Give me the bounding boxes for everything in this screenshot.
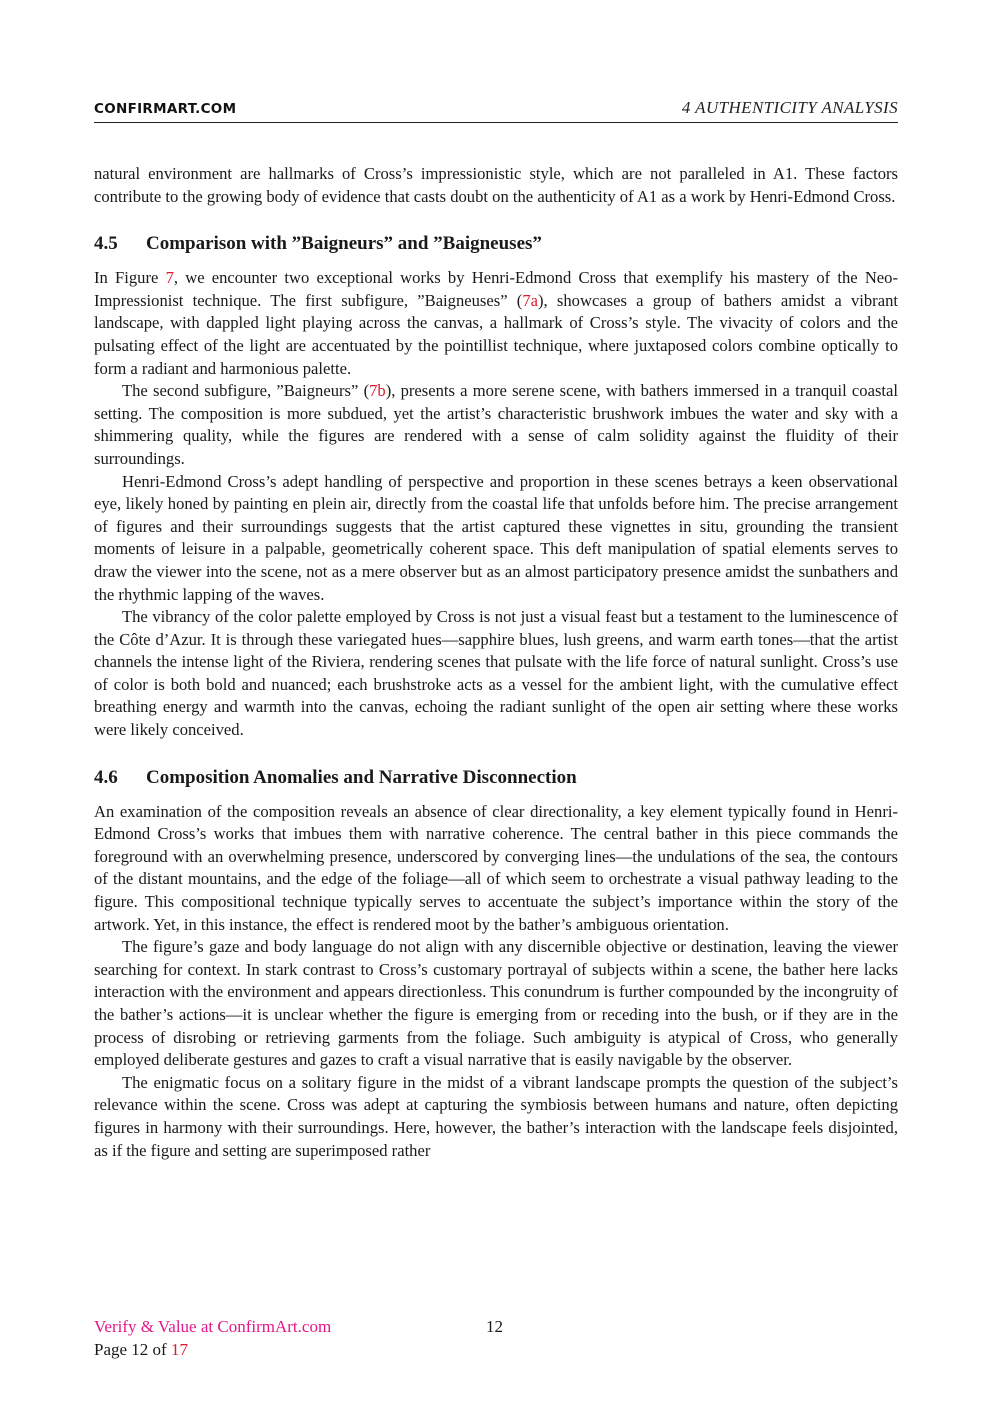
figure-reference-link[interactable]: 7 <box>165 268 174 288</box>
paragraph <box>94 380 898 470</box>
intro-paragraph: natural environment are hallmarks of Cross’s impressionistic style, which are not paralleled in A1. These factors contribute to the growing body of evidence that casts doubt on the authenticity of A1 as a work by Henri-Edmond Cross. <box>94 164 898 206</box>
section-title: Composition Anomalies and Narrative Disconnection <box>146 766 577 788</box>
text-run: , we encounter two exceptional works by Henri-Edmond Cross that exemplify his mastery of the Neo-Impressionist technique. The first subfigure, ”Baigneuses” ( <box>94 268 898 310</box>
page-number: 12 <box>486 1317 503 1336</box>
running-title: 4 AUTHENTICITY ANALYSIS <box>681 98 898 117</box>
page-count-prefix: Page 12 of <box>94 1340 171 1359</box>
subfigure-reference-link[interactable]: 7a <box>522 290 538 310</box>
page-content <box>94 163 898 1162</box>
paragraph: The vibrancy of the color palette employed by Cross is not just a visual feast but a testament to the luminescence of the Côte d’Azur. It is through these variegated hues—sapphire blues, lush greens, and warm earth tones—that the artist channels the intense light of the Riviera, rendering scenes that pulsate with the life force of natural sunlight. Cross’s use of color is both bold and nuanced; each brushstroke acts as a vessel for the ambient light, with the cumulative effect breathing energy and warmth into the canvas, echoing the radiant sunlight of the open air setting where these works were likely conceived. <box>94 607 898 740</box>
brand-logo[interactable]: CONFIRMART.COM <box>94 101 237 117</box>
paragraph <box>94 267 898 380</box>
section-title: Comparison with ”Baigneurs” and ”Baigneuses” <box>146 233 542 255</box>
paragraph: The enigmatic focus on a solitary figure in the midst of a vibrant landscape prompts the question of the subject’s relevance within the scene. Cross was adept at capturing the symbiosis between humans and nature, often depicting figures in harmony with their surroundings. Here, however, the bather’s interaction with the landscape feels disjointed, as if the figure and setting are superimposed rather <box>94 1072 898 1160</box>
section-heading-4-5 <box>94 232 898 256</box>
text-run: The second subfigure, ”Baigneurs” ( <box>122 381 370 401</box>
paragraph: Henri-Edmond Cross’s adept handling of perspective and proportion in these scenes betrays a keen observational eye, likely honed by painting en plein air, directly from the coastal life that unfolds before him. The precise arrangement of figures and their surroundings suggests that the artist captured these vignettes in situ, grounding the transient moments of leisure in a palpable, geometrically coherent space. This deft manipulation of spatial elements serves to draw the viewer into the scene, not as a mere observer but as an almost participatory presence amidst the sunbathers and the rhythmic lapping of the waves. <box>94 471 898 604</box>
section-number: 4.5 <box>94 233 118 255</box>
text-run: ), presents a more serene scene, with bathers immersed in a tranquil coastal setting. The composition is more subdued, yet the artist’s characteristic brushwork imbues the water and sky with a shimmering quality, while the figures are rendered with a sense of calm solidity against the fluidity of their surroundings. <box>94 381 898 468</box>
footer-verify-link[interactable]: Verify & Value at ConfirmArt.com <box>94 1317 332 1336</box>
page-header <box>94 96 898 123</box>
section-number: 4.6 <box>94 766 118 788</box>
total-pages-link[interactable]: 17 <box>170 1340 188 1359</box>
subfigure-reference-link[interactable]: 7b <box>369 381 386 401</box>
page-count <box>94 1338 331 1361</box>
section-heading-4-6 <box>94 766 898 790</box>
text-run: In Figure <box>94 268 166 288</box>
text-run: ), showcases a group of bathers amidst a vibrant landscape, with dappled light playing across the canvas, a hallmark of Cross’s style. The vivacity of colors and the pulsating effect of the light are accentuated by the pointillist technique, where juxtaposed colors combine optically to form a radiant and harmonious palette. <box>94 290 898 378</box>
page-footer <box>94 1315 331 1361</box>
paragraph: The figure’s gaze and body language do not align with any discernible objective or destination, leaving the viewer searching for context. In stark contrast to Cross’s customary portrayal of subjects within a scene, the bather here lacks interaction with the environment and appears directionless. This conundrum is further compounded by the incongruity of the bather’s actions—it is unclear whether the figure is emerging from or receding into the bush, or if they are in the process of disrobing or retrieving garments from the foliage. Such ambiguity is atypical of Cross, who generally employed deliberate gestures and gazes to craft a visual narrative that is easily navigable by the observer. <box>94 937 898 1070</box>
paragraph: An examination of the composition reveals an absence of clear directionality, a key element typically found in Henri-Edmond Cross’s works that imbues them with narrative coherence. The central bather in this piece commands the foreground with an overwhelming presence, underscored by converging lines—the undulations of the sea, the contours of the distant mountains, and the edge of the foliage—all of which seem to orchestrate a visual pathway leading to the figure. This compositional technique typically serves to accentuate the subject’s importance within the story of the artwork. Yet, in this instance, the effect is rendered moot by the bather’s ambiguous orientation. <box>94 801 898 934</box>
